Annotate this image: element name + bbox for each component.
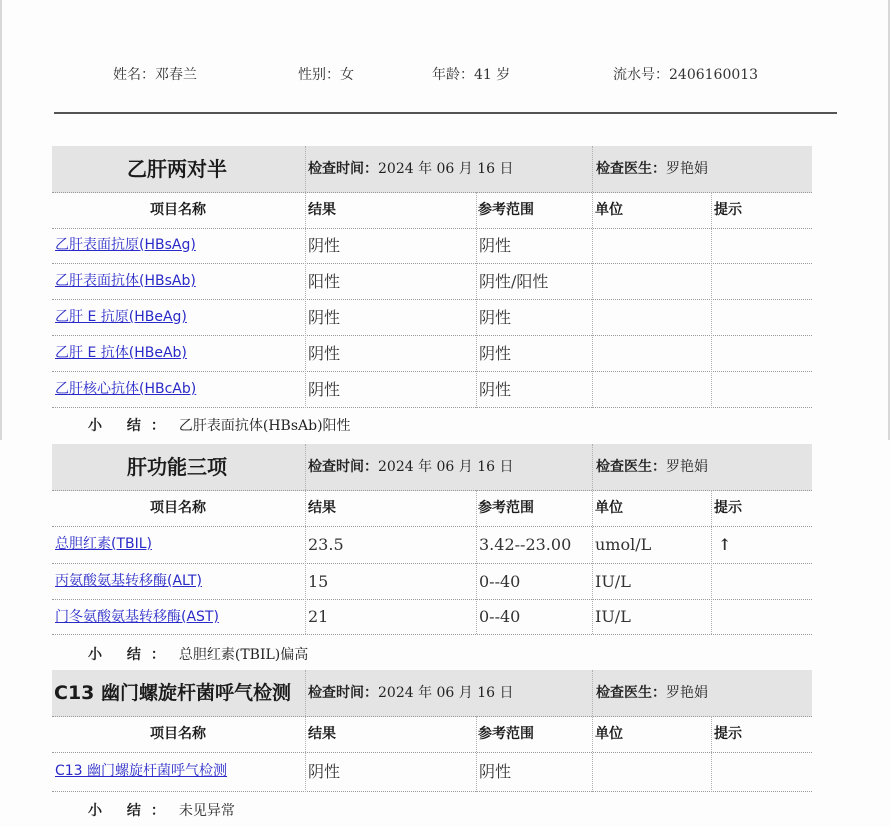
result-value: 阳性 — [308, 272, 341, 291]
reference-range: 阴性 — [479, 344, 512, 363]
table-row — [52, 600, 812, 635]
serial-number: 流水号：2406160013 — [613, 67, 759, 83]
col-unit: 单位 — [595, 202, 623, 218]
reference-range: 阴性 — [479, 762, 512, 781]
column-divider — [305, 670, 306, 792]
table-row — [52, 526, 812, 564]
table-row — [52, 336, 812, 372]
check-time — [308, 444, 514, 490]
summary-text: 乙肝表面抗体(HBsAb)阳性 — [178, 418, 351, 434]
col-item: 项目名称 — [150, 500, 206, 516]
check-time — [308, 146, 514, 192]
column-divider — [305, 444, 306, 634]
doctor-label: 检查医生： — [596, 459, 666, 475]
doctor — [596, 444, 708, 490]
result-value: 阴性 — [308, 236, 341, 255]
col-result: 结果 — [308, 726, 336, 742]
col-unit: 单位 — [595, 500, 623, 516]
result-value: 21 — [308, 607, 329, 626]
unit-value: IU/L — [595, 572, 631, 591]
check-time-label: 检查时间： — [308, 459, 378, 475]
col-result: 结果 — [308, 202, 336, 218]
section-title: 肝功能三项 — [127, 455, 227, 479]
section-liver-function — [52, 444, 812, 634]
column-divider — [592, 146, 593, 408]
col-range: 参考范围 — [478, 500, 534, 516]
patient-name: 姓名：邓春兰 — [113, 67, 197, 83]
column-header — [52, 716, 812, 753]
col-hint: 提示 — [714, 726, 742, 742]
unit-value: umol/L — [595, 535, 652, 554]
col-hint: 提示 — [714, 202, 742, 218]
item-name-link[interactable]: 乙肝核心抗体(HBcAb) — [55, 381, 197, 397]
item-name-link[interactable]: 乙肝 E 抗原(HBeAg) — [55, 309, 187, 325]
col-unit: 单位 — [595, 726, 623, 742]
reference-range: 0--40 — [479, 572, 521, 591]
doctor-name: 罗艳娟 — [666, 459, 708, 475]
summary-label: 小 结： — [88, 418, 175, 434]
section-summary — [88, 800, 235, 820]
doctor-label: 检查医生： — [596, 161, 666, 177]
column-header — [52, 490, 812, 527]
section-hepatitis-b — [52, 146, 812, 408]
section-header — [52, 670, 812, 717]
section-title: 乙肝两对半 — [127, 157, 227, 181]
result-value: 23.5 — [308, 535, 344, 554]
header-divider — [54, 112, 837, 114]
column-header — [52, 192, 812, 229]
table-row — [52, 564, 812, 600]
col-hint: 提示 — [714, 500, 742, 516]
section-summary — [88, 415, 351, 435]
doctor-name: 罗艳娟 — [666, 685, 708, 701]
item-name-link[interactable]: 门冬氨酸氨基转移酶(AST) — [55, 609, 219, 625]
col-item: 项目名称 — [150, 202, 206, 218]
summary-text: 总胆红素(TBIL)偏高 — [178, 647, 309, 663]
doctor — [596, 670, 708, 716]
table-row — [52, 264, 812, 300]
col-range: 参考范围 — [478, 202, 534, 218]
item-name-link[interactable]: 丙氨酸氨基转移酶(ALT) — [55, 573, 202, 589]
column-divider — [592, 670, 593, 792]
result-value: 15 — [308, 572, 329, 591]
table-row — [52, 372, 812, 408]
patient-sex: 性别：女 — [298, 67, 354, 83]
doctor-name: 罗艳娟 — [666, 161, 708, 177]
item-name-link[interactable]: 乙肝表面抗原(HBsAg) — [55, 237, 196, 253]
check-date: 2024 年 06 月 16 日 — [378, 161, 514, 177]
check-time-label: 检查时间： — [308, 685, 378, 701]
result-value: 阴性 — [308, 344, 341, 363]
reference-range: 0--40 — [479, 607, 521, 626]
column-divider — [711, 716, 712, 792]
section-header — [52, 146, 812, 193]
result-value: 阴性 — [308, 380, 341, 399]
check-date: 2024 年 06 月 16 日 — [378, 459, 514, 475]
result-value: 阴性 — [308, 762, 341, 781]
summary-text: 未见异常 — [178, 803, 235, 819]
table-row — [52, 300, 812, 336]
check-time-label: 检查时间： — [308, 161, 378, 177]
section-c13-breath-test — [52, 670, 812, 792]
item-name-link[interactable]: 总胆红素(TBIL) — [55, 536, 153, 552]
table-row — [52, 228, 812, 264]
reference-range: 阴性 — [479, 236, 512, 255]
column-divider — [305, 146, 306, 408]
column-divider — [476, 192, 477, 408]
reference-range: 阴性/阳性 — [479, 272, 549, 291]
reference-range: 阴性 — [479, 308, 512, 327]
doctor — [596, 146, 708, 192]
col-range: 参考范围 — [478, 726, 534, 742]
column-divider — [476, 490, 477, 634]
item-name-link[interactable]: 乙肝 E 抗体(HBeAb) — [55, 345, 187, 361]
unit-value: IU/L — [595, 607, 631, 626]
column-divider — [476, 716, 477, 792]
summary-label: 小 结： — [88, 647, 175, 663]
item-name-link[interactable]: C13 幽门螺旋杆菌呼气检测 — [55, 763, 228, 779]
check-time — [308, 670, 514, 716]
patient-info — [0, 64, 890, 86]
summary-label: 小 结： — [88, 803, 175, 819]
col-item: 项目名称 — [150, 726, 206, 742]
section-title: C13 幽门螺旋杆菌呼气检测 — [54, 682, 291, 704]
doctor-label: 检查医生： — [596, 685, 666, 701]
col-result: 结果 — [308, 500, 336, 516]
reference-range: 3.42--23.00 — [479, 535, 572, 554]
patient-age: 年龄：41 岁 — [432, 67, 511, 83]
check-date: 2024 年 06 月 16 日 — [378, 685, 514, 701]
column-divider — [592, 444, 593, 634]
column-divider — [711, 192, 712, 408]
arrow-up-icon: ↑ — [718, 535, 732, 554]
section-summary — [88, 644, 308, 664]
table-row — [52, 752, 812, 792]
item-name-link[interactable]: 乙肝表面抗体(HBsAb) — [55, 273, 196, 289]
result-value: 阴性 — [308, 308, 341, 327]
column-divider — [711, 490, 712, 634]
reference-range: 阴性 — [479, 380, 512, 399]
section-header — [52, 444, 812, 491]
